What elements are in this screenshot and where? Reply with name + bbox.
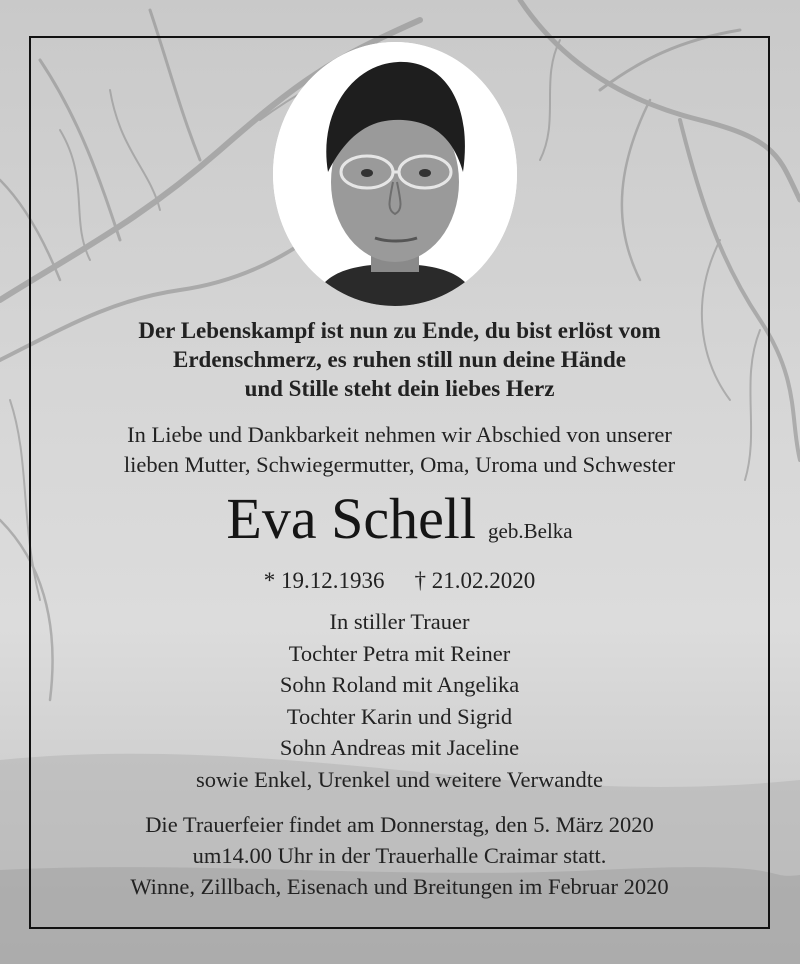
poem-line: und Stille steht dein liebes Herz bbox=[244, 376, 555, 401]
mourner-line: Tochter Karin und Sigrid bbox=[286, 703, 513, 729]
mourner-line: sowie Enkel, Urenkel und weitere Verwandte bbox=[196, 766, 603, 792]
funeral-line: Winne, Zillbach, Eisenach und Breitungen im Februar 2020 bbox=[130, 874, 669, 899]
life-dates bbox=[29, 566, 770, 596]
intro-line: lieben Mutter, Schwiegermutter, Oma, Uroma und Schwester bbox=[123, 452, 676, 477]
deceased-name-line bbox=[29, 487, 770, 551]
mourner-line: Sohn Andreas mit Jaceline bbox=[279, 735, 520, 761]
poem-verse bbox=[29, 316, 770, 403]
portrait-photo bbox=[273, 42, 517, 306]
birth-date: * 19.12.1936 bbox=[263, 568, 385, 593]
maiden-name: geb.Belka bbox=[488, 519, 573, 543]
funeral-line: um14.00 Uhr in der Trauerhalle Craimar statt. bbox=[192, 843, 607, 868]
mourner-line: Tochter Petra mit Reiner bbox=[288, 640, 511, 666]
deceased-name: Eva Schell bbox=[226, 486, 477, 551]
mourners-list bbox=[29, 606, 770, 796]
poem-line: Erdenschmerz, es ruhen still nun deine Hände bbox=[172, 347, 626, 372]
intro-line: In Liebe und Dankbarkeit nehmen wir Abschied von unserer bbox=[127, 422, 672, 447]
poem-line: Der Lebenskampf ist nun zu Ende, du bist erlöst vom bbox=[138, 318, 661, 343]
funeral-notice bbox=[29, 809, 770, 902]
portrait-icon bbox=[273, 42, 517, 306]
funeral-line: Die Trauerfeier findet am Donnerstag, den 5. März 2020 bbox=[145, 812, 654, 837]
death-date: † 21.02.2020 bbox=[414, 568, 536, 593]
mourner-line: In stiller Trauer bbox=[329, 609, 470, 634]
intro-text bbox=[29, 420, 770, 480]
mourner-line: Sohn Roland mit Angelika bbox=[279, 672, 520, 698]
